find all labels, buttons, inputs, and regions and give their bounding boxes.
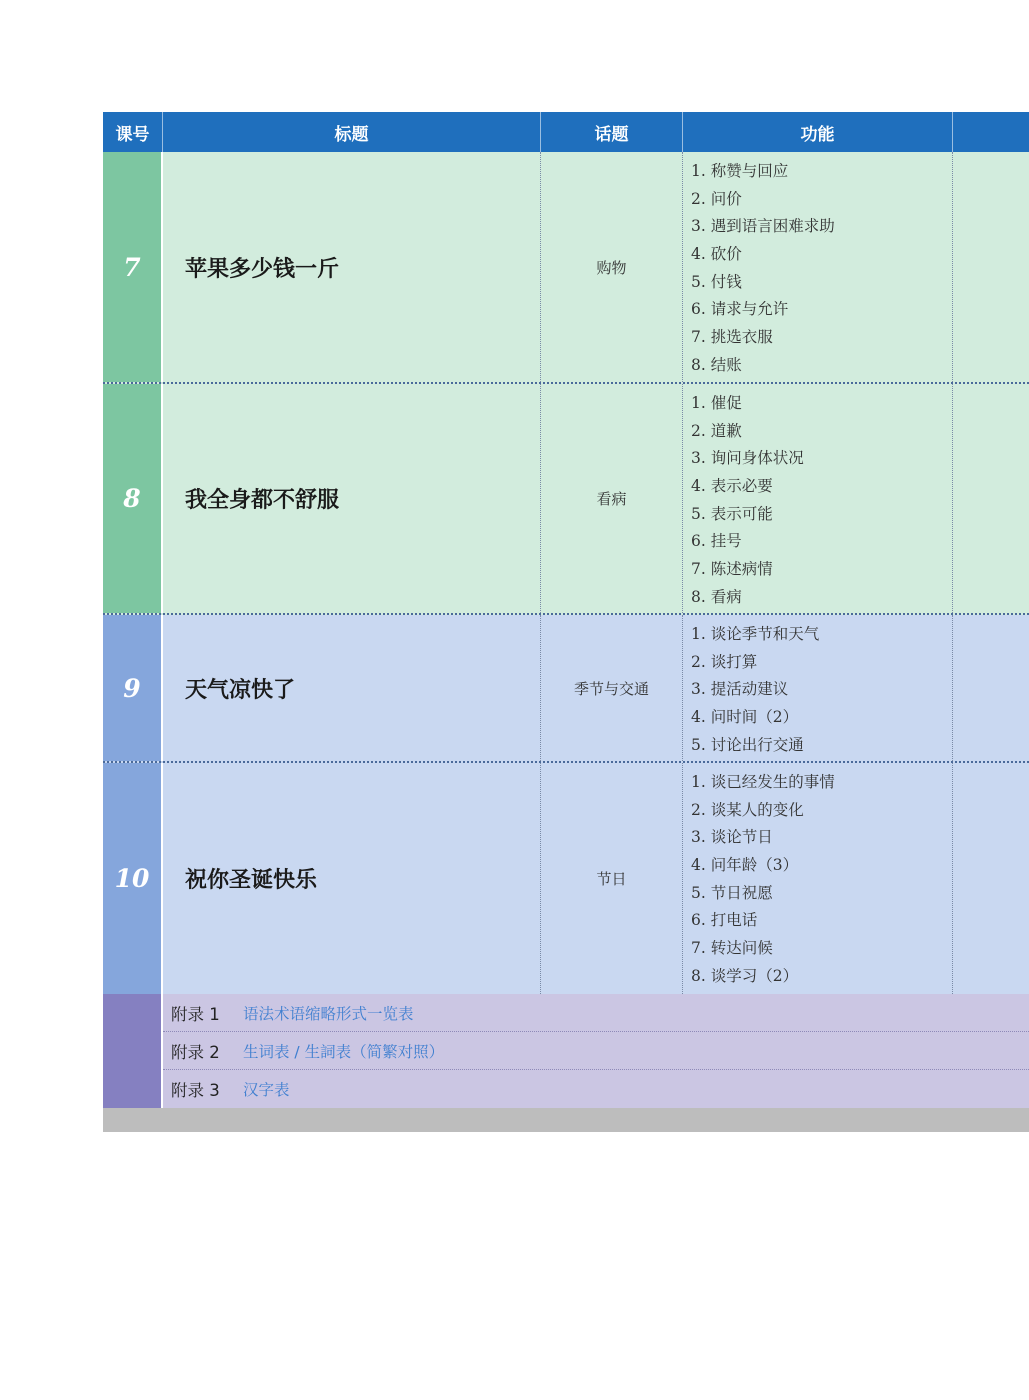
extra-cell bbox=[953, 384, 1029, 613]
function-item: 7. 挑选衣服 bbox=[691, 328, 773, 347]
lesson-number: 8 bbox=[103, 384, 163, 613]
lesson-number: 7 bbox=[103, 152, 163, 382]
lesson-functions bbox=[683, 763, 953, 994]
extra-cell bbox=[953, 763, 1029, 994]
lesson-title[interactable]: 天气凉快了 bbox=[163, 615, 541, 761]
lesson-topic: 节日 bbox=[541, 763, 683, 994]
header-title: 标题 bbox=[163, 112, 541, 152]
table-header bbox=[103, 112, 1029, 152]
header-extra bbox=[953, 112, 1029, 152]
function-item: 3. 提活动建议 bbox=[691, 680, 789, 699]
lesson-row bbox=[103, 615, 1029, 763]
lesson-functions bbox=[683, 615, 953, 761]
function-item: 6. 挂号 bbox=[691, 532, 742, 551]
lesson-row bbox=[103, 384, 1029, 615]
appendix-item[interactable] bbox=[163, 1070, 1029, 1108]
appendix-side-bar bbox=[103, 994, 163, 1108]
function-item: 8. 结账 bbox=[691, 355, 742, 374]
function-item: 1. 称赞与回应 bbox=[691, 162, 789, 180]
function-item: 3. 遇到语言困难求助 bbox=[691, 217, 835, 236]
function-item: 1. 谈已经发生的事情 bbox=[691, 773, 835, 791]
header-function: 功能 bbox=[683, 112, 953, 152]
function-item: 2. 谈某人的变化 bbox=[691, 800, 804, 819]
function-item: 1. 谈论季节和天气 bbox=[691, 625, 820, 643]
lesson-number: 10 bbox=[103, 763, 163, 994]
function-item: 8. 看病 bbox=[691, 587, 742, 606]
function-item: 6. 请求与允许 bbox=[691, 300, 789, 319]
function-item: 4. 表示必要 bbox=[691, 477, 773, 496]
appendix-label: 附录 2 bbox=[171, 1042, 220, 1062]
appendix-label: 附录 1 bbox=[171, 1004, 220, 1024]
function-item: 7. 转达问候 bbox=[691, 939, 773, 958]
function-item: 5. 节日祝愿 bbox=[691, 883, 773, 902]
function-item: 5. 表示可能 bbox=[691, 504, 773, 523]
appendix-link[interactable]: 语法术语缩略形式一览表 bbox=[243, 1004, 414, 1023]
appendix-link[interactable]: 汉字表 bbox=[243, 1081, 290, 1099]
function-item: 4. 砍价 bbox=[691, 245, 742, 264]
appendix-item[interactable] bbox=[163, 994, 1029, 1032]
table-of-contents bbox=[103, 112, 1029, 1132]
function-item: 8. 谈学习（2） bbox=[691, 966, 799, 985]
function-item: 4. 问年龄（3） bbox=[691, 856, 799, 875]
footer-bar bbox=[103, 1108, 1029, 1132]
lesson-title[interactable]: 祝你圣诞快乐 bbox=[163, 763, 541, 994]
appendix-label: 附录 3 bbox=[171, 1081, 220, 1100]
function-item: 2. 谈打算 bbox=[691, 652, 758, 671]
lesson-topic: 看病 bbox=[541, 384, 683, 613]
lesson-title[interactable]: 我全身都不舒服 bbox=[163, 384, 541, 613]
function-item: 5. 讨论出行交通 bbox=[691, 735, 804, 754]
function-item: 3. 询问身体状况 bbox=[691, 449, 804, 468]
function-item: 2. 道歉 bbox=[691, 421, 742, 440]
appendix-section bbox=[103, 994, 1029, 1108]
function-item: 3. 谈论节日 bbox=[691, 828, 773, 847]
function-item: 4. 问时间（2） bbox=[691, 708, 799, 727]
lesson-row bbox=[103, 763, 1029, 994]
lesson-functions bbox=[683, 152, 953, 382]
function-item: 2. 问价 bbox=[691, 189, 742, 208]
lesson-topic: 购物 bbox=[541, 152, 683, 382]
header-lesson-no: 课号 bbox=[103, 112, 163, 152]
lesson-title[interactable]: 苹果多少钱一斤 bbox=[163, 152, 541, 382]
extra-cell bbox=[953, 615, 1029, 761]
lesson-topic: 季节与交通 bbox=[541, 615, 683, 761]
function-item: 6. 打电话 bbox=[691, 911, 758, 930]
lesson-functions bbox=[683, 384, 953, 613]
lesson-row bbox=[103, 152, 1029, 384]
lesson-number: 9 bbox=[103, 615, 163, 761]
function-item: 1. 催促 bbox=[691, 394, 742, 412]
function-item: 7. 陈述病情 bbox=[691, 560, 773, 579]
appendix-link[interactable]: 生词表 / 生詞表（简繁对照） bbox=[243, 1042, 445, 1061]
extra-cell bbox=[953, 152, 1029, 382]
function-item: 5. 付钱 bbox=[691, 272, 742, 291]
appendix-list bbox=[163, 994, 1029, 1108]
header-topic: 话题 bbox=[541, 112, 683, 152]
appendix-item[interactable] bbox=[163, 1032, 1029, 1070]
